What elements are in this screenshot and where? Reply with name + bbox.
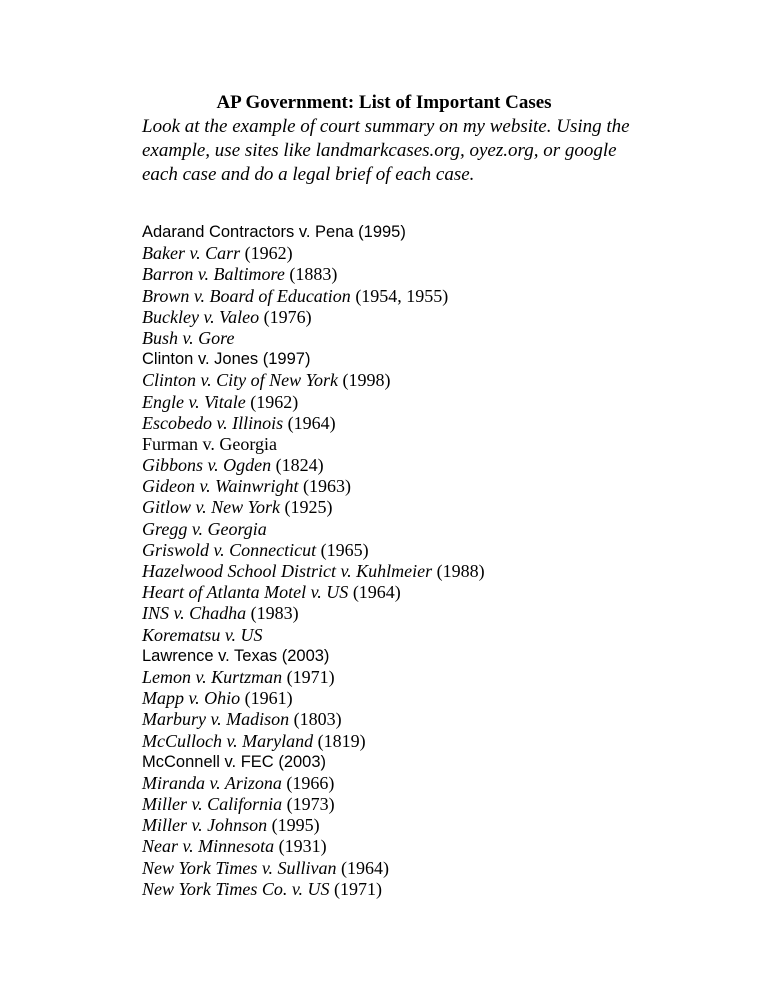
case-name: Baker v. Carr bbox=[142, 243, 241, 264]
case-year: (1995) bbox=[271, 815, 320, 836]
list-item bbox=[142, 688, 702, 709]
list-item bbox=[142, 540, 702, 561]
case-name: Furman v. Georgia bbox=[142, 433, 277, 454]
case-name: Buckley v. Valeo bbox=[142, 306, 260, 327]
case-year: (1995) bbox=[358, 223, 406, 241]
case-year: (2003) bbox=[278, 752, 327, 771]
case-year: (1998) bbox=[342, 370, 391, 391]
case-year: (1963) bbox=[303, 476, 351, 497]
case-name: Barron v. Baltimore bbox=[142, 264, 285, 285]
case-name: Miller v. California bbox=[142, 794, 283, 815]
case-year: (1971) bbox=[334, 878, 383, 899]
list-item bbox=[142, 476, 702, 497]
list-item bbox=[142, 582, 702, 603]
case-name: Miranda v. Arizona bbox=[142, 772, 282, 793]
list-item bbox=[142, 349, 702, 370]
case-name: Clinton v. Jones bbox=[142, 350, 259, 369]
case-name: McConnell v. FEC bbox=[142, 752, 274, 771]
list-item bbox=[142, 752, 702, 773]
case-name: Clinton v. City of New York bbox=[142, 370, 339, 391]
list-item bbox=[142, 667, 702, 688]
case-name: Miller v. Johnson bbox=[142, 815, 268, 836]
list-item bbox=[142, 625, 702, 646]
case-year: (1966) bbox=[286, 772, 335, 793]
list-item bbox=[142, 222, 702, 243]
list-item bbox=[142, 392, 702, 413]
list-item bbox=[142, 286, 702, 307]
list-item bbox=[142, 709, 702, 730]
case-name: Near v. Minnesota bbox=[142, 836, 275, 857]
case-year: (1988) bbox=[436, 561, 485, 581]
case-name: Gideon v. Wainwright bbox=[142, 476, 299, 497]
list-item bbox=[142, 264, 702, 285]
case-year: (1971) bbox=[286, 666, 335, 687]
case-year: (1976) bbox=[263, 306, 312, 327]
list-item bbox=[142, 307, 702, 328]
list-item bbox=[142, 519, 702, 540]
case-year: (1954, 1955) bbox=[355, 285, 449, 306]
list-item bbox=[142, 434, 702, 455]
case-year: (1961) bbox=[244, 688, 293, 709]
list-item bbox=[142, 370, 702, 391]
case-name: Gregg v. Georgia bbox=[142, 518, 267, 539]
case-year: (1931) bbox=[278, 836, 327, 857]
case-name: Marbury v. Madison bbox=[142, 709, 290, 730]
case-name: INS v. Chadha bbox=[142, 603, 247, 624]
case-name: Heart of Atlanta Motel v. US bbox=[142, 582, 349, 603]
case-name: Engle v. Vitale bbox=[142, 391, 246, 412]
case-year: (1883) bbox=[289, 264, 338, 285]
list-item bbox=[142, 731, 702, 752]
list-item bbox=[142, 815, 702, 836]
case-year: (1803) bbox=[293, 709, 342, 730]
case-year: (1965) bbox=[320, 539, 369, 560]
case-name: Griswold v. Connecticut bbox=[142, 539, 317, 560]
list-item bbox=[142, 603, 702, 624]
case-name: Gibbons v. Ogden bbox=[142, 455, 272, 476]
list-item bbox=[142, 794, 702, 815]
list-item bbox=[142, 328, 702, 349]
case-name: Mapp v. Ohio bbox=[142, 688, 241, 709]
case-year: (2003) bbox=[281, 646, 330, 665]
case-year: (1973) bbox=[286, 794, 335, 815]
list-item bbox=[142, 413, 702, 434]
case-year: (1997) bbox=[262, 350, 311, 369]
list-item bbox=[142, 773, 702, 794]
case-name: Escobedo v. Illinois bbox=[142, 412, 284, 433]
case-name: Adarand Contractors v. Pena bbox=[142, 223, 354, 241]
list-item bbox=[142, 243, 702, 264]
list-item bbox=[142, 497, 702, 518]
list-item bbox=[142, 455, 702, 476]
case-name: Bush v. Gore bbox=[142, 327, 235, 348]
instructions-paragraph: Look at the example of court summary on my website. Using the example, use sites like landmarkcases.org, oyez.org, or google each case and do a legal brief of each case. bbox=[142, 116, 630, 185]
case-list bbox=[142, 222, 702, 900]
case-year: (1824) bbox=[275, 455, 324, 476]
case-year: (1962) bbox=[250, 391, 299, 412]
list-item bbox=[142, 646, 702, 667]
page-title: AP Government: List of Important Cases bbox=[216, 92, 552, 113]
case-name: Brown v. Board of Education bbox=[142, 285, 351, 306]
case-year: (1964) bbox=[352, 582, 401, 603]
case-year: (1925) bbox=[284, 497, 333, 518]
list-item bbox=[142, 836, 702, 857]
case-name: Hazelwood School District v. Kuhlmeier bbox=[142, 561, 433, 581]
list-item bbox=[142, 561, 702, 582]
case-year: (1964) bbox=[287, 412, 336, 433]
case-name: Lemon v. Kurtzman bbox=[142, 666, 283, 687]
case-name: Gitlow v. New York bbox=[142, 497, 281, 518]
case-year: (1962) bbox=[244, 243, 293, 264]
case-name: Korematsu v. US bbox=[142, 624, 263, 645]
case-name: New York Times Co. v. US bbox=[142, 878, 330, 899]
list-item bbox=[142, 858, 702, 879]
case-name: McCulloch v. Maryland bbox=[142, 730, 314, 751]
case-name: New York Times v. Sullivan bbox=[142, 857, 337, 878]
case-year: (1819) bbox=[317, 730, 366, 751]
case-year: (1983) bbox=[250, 603, 299, 624]
list-item bbox=[142, 879, 702, 900]
case-name: Lawrence v. Texas bbox=[142, 646, 278, 665]
case-year: (1964) bbox=[341, 857, 390, 878]
